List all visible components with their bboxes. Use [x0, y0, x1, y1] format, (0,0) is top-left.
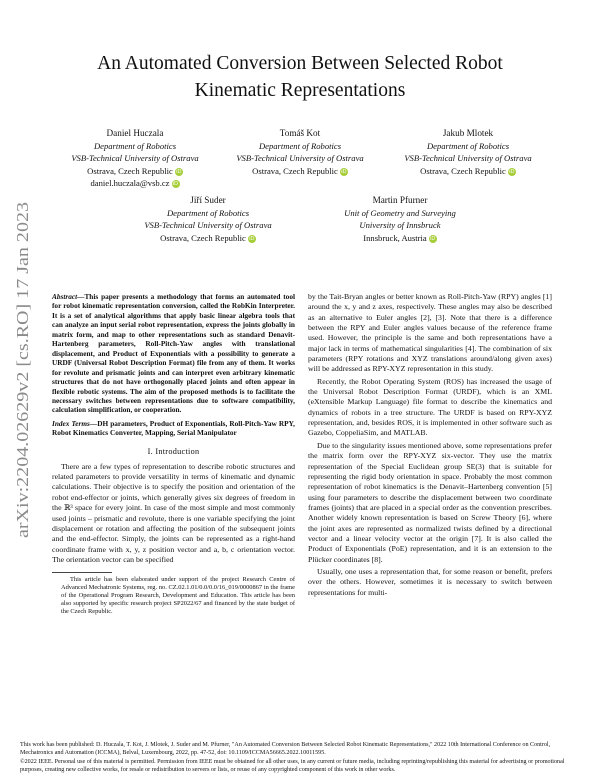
- author-dept: Department of Robotics: [258, 140, 342, 151]
- orcid-icon[interactable]: iD: [430, 235, 436, 242]
- right-paragraph-4: Usually, one uses a representation that, for some reason or benefit, prefers over the others. However, sometimes it is necessary to switch between representations for multi-: [308, 566, 552, 597]
- author-dept: Department of Robotics: [166, 207, 250, 218]
- abstract-label: Abstract: [52, 292, 78, 301]
- author-location: Ostrava, Czech Republic iD: [252, 165, 347, 176]
- author-univ: VSB-Technical University of Ostrava: [71, 153, 199, 164]
- author-univ: VSB-Technical University of Ostrava: [144, 220, 272, 231]
- author-dept: Department of Robotics: [426, 140, 510, 151]
- author-block-4: [133, 194, 283, 244]
- author-location: Ostrava, Czech Republic iD: [87, 165, 182, 176]
- author-block-3: [393, 127, 543, 177]
- right-paragraph-3: Due to the singularity issues mentioned above, some representations prefer the matrix form over the RPY-XYZ six-vector. They use the matrix representation of the Special Euclidean group SE(3) that is suitable for representing the rigid body orientation in space. Probably the most common representation of robot kinematics is the Denavit–Hartenberg convention [5] using four parameters to describe the displacement between two coordinate frames (joints) that are placed in a special order as the convention prescribes. Another widely known representation is based on Screw Theory [6], where the joint axes are represented as normalized twists defined by a directional vector and a linear velocity vector at the origin [7]. It is also called the Product of Exponentials (PoE) representation, and it is an extension to the Plücker coordinates [8].: [308, 440, 552, 564]
- author-location: Ostrava, Czech Republic iD: [160, 232, 255, 243]
- footnote-rule: [52, 572, 112, 573]
- copyright-note: ©2022 IEEE. Personal use of this material is permitted. Permission from IEEE must be obtained for all other uses, in any current or future media, including reprinting/republishing this material for advertising or promotional purposes, creating new collective works, for resale or redistribution to servers or lists, or reuse of any copyrighted component of this work in other works.: [20, 759, 565, 773]
- author-univ: VSB-Technical University of Ostrava: [236, 153, 364, 164]
- orcid-icon[interactable]: iD: [172, 181, 179, 188]
- author-dept: Department of Robotics: [93, 140, 177, 151]
- arxiv-stamp: [6, 200, 36, 540]
- orcid-icon[interactable]: iD: [509, 168, 515, 175]
- arxiv-stamp-text: arXiv:2204.02629v2 [cs.RO] 17 Jan 2023: [13, 249, 32, 538]
- orcid-icon[interactable]: iD: [176, 168, 182, 175]
- author-name: Jakub Mlotek: [442, 128, 494, 138]
- author-location: Innsbruck, Austria iD: [363, 232, 436, 243]
- orcid-icon[interactable]: iD: [249, 235, 255, 242]
- index-terms-text: —DH parameters, Product of Exponentials, Roll-Pitch-Yaw RPY, Robot Kinematics Converter, Mapping, Serial Manipulator: [52, 418, 296, 438]
- orcid-icon[interactable]: iD: [341, 168, 347, 175]
- title-line-1: An Automated Conversion Between Selected Robot: [97, 53, 503, 74]
- author-name: Tomáš Kot: [279, 128, 321, 138]
- author-dept: Unit of Geometry and Surveying: [344, 207, 456, 218]
- right-paragraph-2: Recently, the Robot Operating System (ROS) has increased the usage of the Universal Robot Description Format (URDF), which is an XML (eXtensible Markup Language) file format to describe the kinematics and dynamics of robots in a tree structure. The URDF is based on RPY-XYZ representation, and, besides ROS, it is implemented in other software such as Gazebo, CoppeliaSim, and MATLAB.: [308, 376, 552, 438]
- index-terms-label: Index Terms: [52, 418, 90, 428]
- section-heading: I. Introduction: [147, 446, 200, 456]
- author-name: Martin Pfurner: [372, 195, 428, 205]
- author-block-2: [225, 127, 375, 177]
- left-column: [52, 292, 295, 616]
- author-block-5: [325, 194, 475, 244]
- author-email[interactable]: daniel.huczala@vsb.cz: [90, 178, 170, 189]
- index-terms: [52, 419, 295, 438]
- arxiv-stamp-svg: [6, 200, 36, 540]
- abstract: [52, 292, 295, 415]
- right-column: [308, 292, 552, 598]
- intro-paragraph: There are a few types of representation to describe robotic structures and related parameters to provide versatility in terms of kinematic and dynamic calculations. Their objective is to specify the position and orientation of the robot end-effector or joints, which generally gives six degrees of freedom in the ℝ³ space for every joint. In case of the most simple and most commonly used joints – prismatic and revolute, there is one variable specifying the joint displacement or rotation and affecting the position of the subsequent joints and the end-effector. Simply, the joints can be represented as a right-hand coordinate frame with x, y, z position vector and a, b, c orientation vector. The orientation vector can be specified: [52, 461, 295, 564]
- author-univ: VSB-Technical University of Ostrava: [404, 153, 532, 164]
- paper-title: [40, 50, 560, 104]
- right-paragraph-1: by the Tait-Bryan angles or better known as Roll-Pitch-Yaw (RPY) angles [1] around the x, y and z axes, respectively. These angles may also be described as an alternative to Euler angles [2], [3]. Note that there is a difference between the RPY and Euler angles values because of the reference frame used. However, the principle is the same and both representations have a major lack in terms of mathematical singularities [4]. The combination of six parameters (RPY rotations and XYZ translations around/along given axes) will be addressed as RPY-XYZ representation in this study.: [308, 292, 552, 374]
- author-univ: University of Innsbruck: [359, 220, 441, 231]
- abstract-text: —This paper presents a methodology that forms an automated tool for robot kinematic representation conversion, called the RobKin Interpreter. It is a set of analytical algorithms that apply basic linear algebra tools that can analyze an input serial robot representation, express the joints globally in matrix form, and map to other representations such as standard Denavit-Hartenberg parameters, Roll-Pitch-Yaw angles with translational displacement, and Product of Exponentials with a possibility to generate a URDF (Universal Robot Description Format) file from any of them. It works for revolute and prismatic joints and can interpret even arbitrary kinematic structures that do not have orthogonally placed joints and often appear in flexible robotic systems. The aim of the proposed methods is to facilitate the necessary switches between representations due to software compatibility, calculation simplification, or cooperation.: [52, 292, 295, 415]
- author-name: Daniel Huczala: [106, 128, 164, 138]
- author-location: Ostrava, Czech Republic iD: [420, 165, 515, 176]
- author-block-1: [60, 127, 210, 190]
- author-name: Jiří Suder: [190, 195, 226, 205]
- publication-note: This work has been published: D. Huczala, T. Kot, J. Mlotek, J. Suder and M. Pfurner, "An Automated Conversion Between Selected Robot Kinematic Representations," 2022 10th International Conference on Control, Mechatronics and Automation (ICCMA), Belval, Luxembourg, 2022, pp. 47-52, doi: 10.1109/ICCMA56665.2022.10011595.: [20, 742, 551, 756]
- title-line-2: Kinematic Representations: [194, 80, 406, 101]
- author-email-row: [60, 177, 210, 190]
- footnote: This article has been elaborated under support of the project Research Centre of Advanced Mechatronic Systems, reg. no. CZ.02.1.01/0.0/0.0/16_019/0000867 in the frame of the Operational Program Research, Development and Education. This article has been also supported by specific research project SP2022/67 and financed by the state budget of the Czech Republic.: [61, 576, 295, 616]
